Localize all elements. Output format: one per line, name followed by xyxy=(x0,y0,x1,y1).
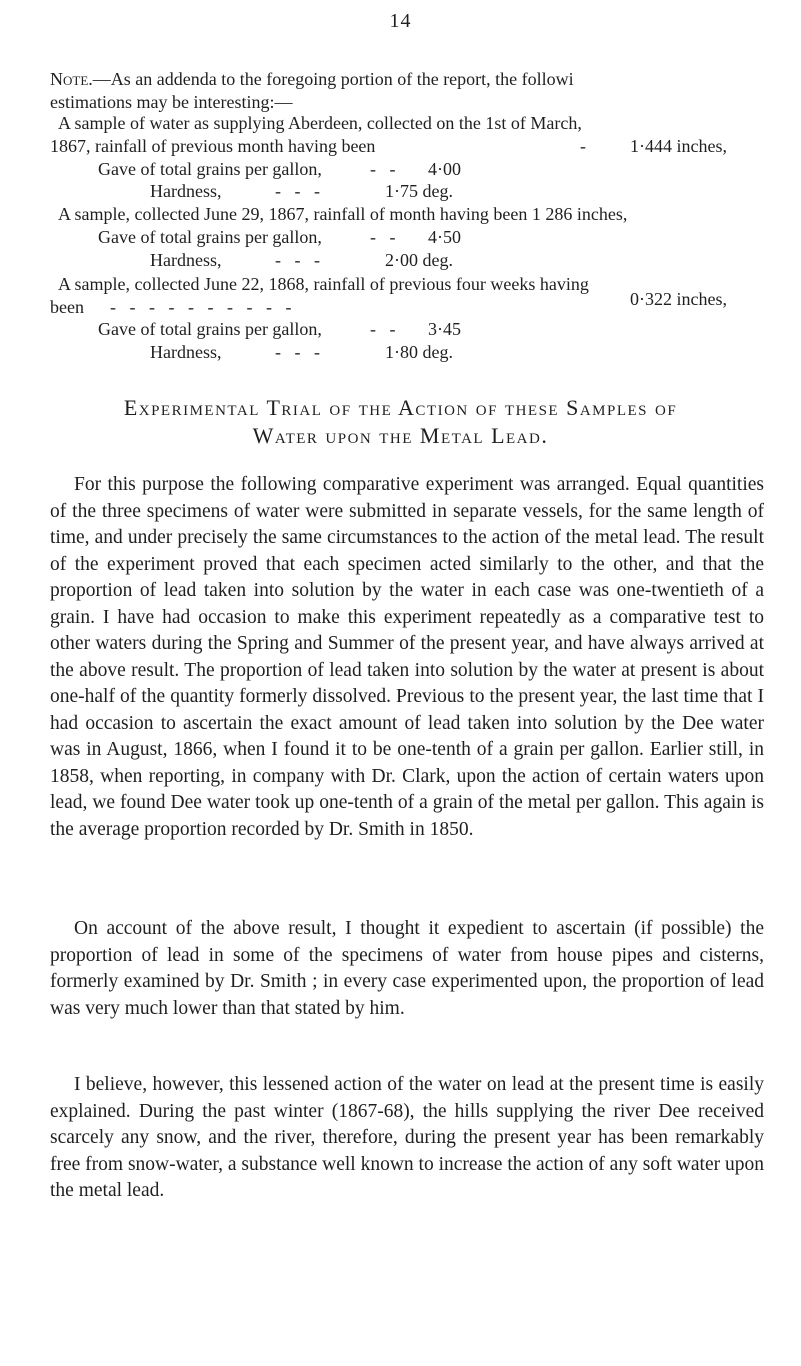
body-paragraph-1: For this purpose the following comparative experiment was arranged. Equal quantities of the three specimens of water were submitted in separate vessels, for the same length of time, and under precisely the same circumstances to the action of the metal lead. The result of the experiment proved that each specimen acted similarly to the other, and that the proportion of lead taken into solution by the water in each case was one-twentieth of a grain. I have had occasion to make this experiment repeatedly as a comparative test to other waters during the Spring and Summer of the present year, and have always arrived at the above result. The proportion of lead taken into solution by the water at present is about one-half of the quantity formerly dissolved. Previous to the present year, the last time that I had occasion to ascertain the exact amount of lead taken into solution by the Dee water was in August, 1866, when I found it to be one-tenth of a grain per gallon. Earlier still, in 1858, when reporting, in company with Dr. Clark, upon the action of certain waters upon lead, we found Dee water took up one-tenth of a grain of the metal per gallon. This again is the average proportion recorded by Dr. Smith in 1850. xyxy=(50,474,764,840)
sample-1-hardness-label: Hardness, xyxy=(150,181,222,201)
sample-2-description: A sample, collected June 29, 1867, rainfall of month having been 1 286 inches, xyxy=(58,204,628,224)
section-heading-line-1: Experimental Trial of the Action of these Samples of xyxy=(123,395,678,420)
note-intro-line-2: estimations may be interesting:— xyxy=(50,92,293,112)
sample-2-grains-dash: - - xyxy=(370,227,396,247)
sample-2-hardness-value: 2·00 deg. xyxy=(385,250,453,270)
note-intro-text: —As an addenda to the foregoing portion of the report, the followi xyxy=(92,69,574,89)
sample-1-hardness-dash: - - - xyxy=(275,181,320,201)
sample-1-rainfall-dash: - xyxy=(580,136,586,156)
sample-2-hardness-label: Hardness, xyxy=(150,250,222,270)
note-intro-line xyxy=(50,68,574,90)
sample-2-hardness-dash: - - - xyxy=(275,250,320,270)
section-heading-line-2: Water upon the Metal Lead. xyxy=(252,423,549,448)
body-paragraph-2: On account of the above result, I thought it expedient to ascertain (if possible) the proportion of lead in some of the specimens of water from house pipes and cisterns, formerly examined by Dr. Smith ; in every case experimented upon, the proportion of lead was very much lower than that stated by him. xyxy=(50,918,764,1019)
sample-3-hardness-value: 1·80 deg. xyxy=(385,342,453,362)
sample-3-hardness-dash: - - - xyxy=(275,342,320,362)
page-number: 14 xyxy=(389,10,412,32)
note-lead: Note. xyxy=(50,69,93,89)
sample-3-rainfall-dash: - - - - - - - - - - xyxy=(110,297,292,317)
sample-3-grains-dash: - - xyxy=(370,319,396,339)
sample-2-grains-value: 4·50 xyxy=(428,227,461,247)
sample-1-rainfall-label: 1867, rainfall of previous month having been xyxy=(50,136,376,156)
sample-3-hardness-label: Hardness, xyxy=(150,342,222,362)
body-paragraph-3: I believe, however, this lessened action of the water on lead at the present time is easily explained. During the past winter (1867-68), the hills supplying the river Dee received scarcely any snow, and the river, therefore, during the present year has been remarkably free from snow-water, a substance well known to increase the action of any soft water upon the metal lead. xyxy=(50,1074,764,1201)
sample-1-grains-value: 4·00 xyxy=(428,159,461,179)
sample-3-grains-label: Gave of total grains per gallon, xyxy=(98,319,322,339)
sample-1-hardness-value: 1·75 deg. xyxy=(385,181,453,201)
sample-1-grains-label: Gave of total grains per gallon, xyxy=(98,159,322,179)
sample-1-description: A sample of water as supplying Aberdeen, collected on the 1st of March, xyxy=(58,113,582,133)
sample-3-description: A sample, collected June 22, 1868, rainfall of previous four weeks having xyxy=(58,274,589,294)
sample-3-rainfall-label: been xyxy=(50,297,84,317)
sample-1-grains-dash: - - xyxy=(370,159,396,179)
sample-3-rainfall-value: 0·322 inches, xyxy=(630,289,727,309)
sample-2-grains-label: Gave of total grains per gallon, xyxy=(98,227,322,247)
sample-1-rainfall-value: 1·444 inches, xyxy=(630,136,727,156)
sample-3-grains-value: 3·45 xyxy=(428,319,461,339)
